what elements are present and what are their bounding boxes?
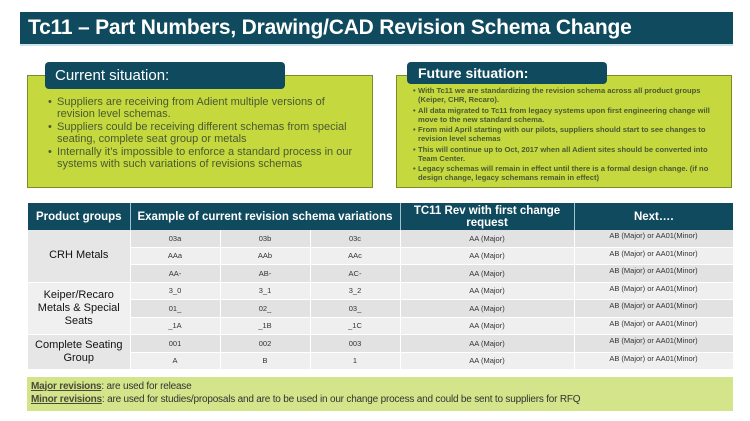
current-bullet-list	[48, 96, 364, 171]
future-bullet-list	[413, 86, 723, 184]
future-bullet	[413, 106, 723, 124]
example-cell: 03b	[220, 230, 310, 247]
bullet-icon: •	[48, 121, 52, 133]
bullet-icon: •	[413, 86, 416, 95]
minor-revision-note	[31, 393, 729, 406]
current-bullet	[48, 121, 364, 145]
table-row	[28, 265, 733, 283]
major-revisions-text: : are used for release	[101, 381, 192, 392]
tc11-rev-cell: AA (Major)	[400, 352, 574, 370]
future-bullet	[413, 125, 723, 143]
example-cell: _1A	[130, 317, 220, 335]
tc11-rev-cell: AA (Major)	[400, 335, 574, 353]
tc11-rev-cell: AA (Major)	[400, 282, 574, 300]
next-rev-cell: AB (Major) or AA01(Minor)	[574, 282, 733, 300]
future-bullet-text: With Tc11 we are standardizing the revision schema across all product groups (Keiper, CHR, Recaro).	[418, 86, 701, 104]
bullet-icon: •	[413, 164, 416, 173]
table-row	[28, 335, 733, 353]
next-rev-cell: AB (Major) or AA01(Minor)	[574, 265, 733, 283]
tc11-rev-cell: AA (Major)	[400, 317, 574, 335]
tc11-rev-cell: AA (Major)	[400, 230, 574, 247]
current-bullet-text: Suppliers are receiving from Adient multiple versions of revision level schemas.	[57, 96, 325, 120]
revision-schema-table	[28, 203, 734, 370]
current-bullet-text: Internally it’s impossible to enforce a standard process in our systems with such variations of revisions schemas	[57, 146, 353, 170]
table-header-row	[28, 203, 733, 230]
example-cell: 03_	[310, 300, 400, 318]
future-bullet	[413, 164, 723, 182]
table-row	[28, 282, 733, 300]
current-bullet	[48, 96, 364, 120]
current-bullet	[48, 146, 364, 170]
example-cell: 3_0	[130, 282, 220, 300]
header-next: Next….	[574, 203, 733, 230]
current-situation-panel	[27, 75, 373, 188]
header-tc11-rev: TC11 Rev with first change request	[400, 203, 574, 230]
next-rev-cell: AB (Major) or AA01(Minor)	[574, 352, 733, 370]
future-bullet	[413, 145, 723, 163]
next-rev-cell: AB (Major) or AA01(Minor)	[574, 317, 733, 335]
example-cell: 3_1	[220, 282, 310, 300]
bullet-icon: •	[413, 105, 416, 115]
major-revisions-term: Major revisions	[31, 381, 102, 392]
bullet-icon: •	[413, 144, 416, 154]
example-cell: 002	[220, 335, 310, 353]
table-row	[28, 317, 733, 335]
tc11-rev-cell: AA (Major)	[400, 247, 574, 265]
current-bullet-text: Suppliers could be receiving different schemas from special seating, complete seat group or metals	[57, 121, 347, 145]
major-revision-note	[31, 380, 729, 393]
example-cell: _1C	[310, 317, 400, 335]
future-situation-panel	[396, 75, 732, 188]
example-cell: 01_	[130, 300, 220, 318]
minor-revisions-text: : are used for studies/proposals and are to be used in our change process and could be sent to suppliers for RFQ	[101, 394, 581, 405]
example-cell: 003	[310, 335, 400, 353]
next-rev-cell: AB (Major) or AA01(Minor)	[574, 335, 733, 353]
example-cell: A	[130, 352, 220, 370]
future-bullet	[413, 86, 723, 104]
bullet-icon: •	[48, 96, 52, 108]
example-cell: 02_	[220, 300, 310, 318]
table-row	[28, 247, 733, 265]
future-bullet-text: From mid April starting with our pilots, suppliers should start to see changes to revision level schemas	[418, 125, 706, 143]
example-cell: 03c	[310, 230, 400, 247]
table-row	[28, 230, 733, 247]
slide-title: Tc11 – Part Numbers, Drawing/CAD Revision Schema Change	[20, 12, 733, 46]
header-examples: Example of current revision schema variations	[130, 203, 400, 230]
product-group-cell: CRH Metals	[28, 230, 130, 282]
future-bullet-text: This will continue up to Oct, 2017 when all Adient sites should be converted into Team Center.	[418, 144, 708, 163]
bullet-icon: •	[413, 125, 416, 134]
example-cell: 3_2	[310, 282, 400, 300]
example-cell: B	[220, 352, 310, 370]
table-row	[28, 352, 733, 370]
tc11-rev-cell: AA (Major)	[400, 265, 574, 283]
example-cell: 001	[130, 335, 220, 353]
example-cell: AAc	[310, 247, 400, 265]
example-cell: AC-	[310, 265, 400, 283]
next-rev-cell: AB (Major) or AA01(Minor)	[574, 300, 733, 318]
header-product-groups: Product groups	[28, 203, 130, 230]
table-row	[28, 300, 733, 318]
example-cell: AA-	[130, 265, 220, 283]
next-rev-cell: AB (Major) or AA01(Minor)	[574, 247, 733, 265]
current-situation-heading: Current situation:	[45, 62, 285, 89]
example-cell: AAb	[220, 247, 310, 265]
product-group-cell: Keiper/Recaro Metals & Special Seats	[28, 282, 130, 335]
next-rev-cell: AB (Major) or AA01(Minor)	[574, 230, 733, 247]
minor-revisions-term: Minor revisions	[31, 394, 102, 405]
future-bullet-text: Legacy schemas will remain in effect until there is a formal design change. (if no design change, legacy schemans remain in effect)	[418, 164, 709, 182]
revision-notes-box	[27, 377, 733, 411]
example-cell: 03a	[130, 230, 220, 247]
example-cell: _1B	[220, 317, 310, 335]
future-situation-heading: Future situation:	[407, 62, 607, 84]
product-group-cell: Complete Seating Group	[28, 335, 130, 370]
tc11-rev-cell: AA (Major)	[400, 300, 574, 318]
example-cell: AAa	[130, 247, 220, 265]
example-cell: AB-	[220, 265, 310, 283]
example-cell: 1	[310, 352, 400, 370]
future-bullet-text: All data migrated to Tc11 from legacy systems upon first engineering change will move to the new standard schema.	[418, 105, 710, 124]
bullet-icon: •	[48, 146, 52, 158]
